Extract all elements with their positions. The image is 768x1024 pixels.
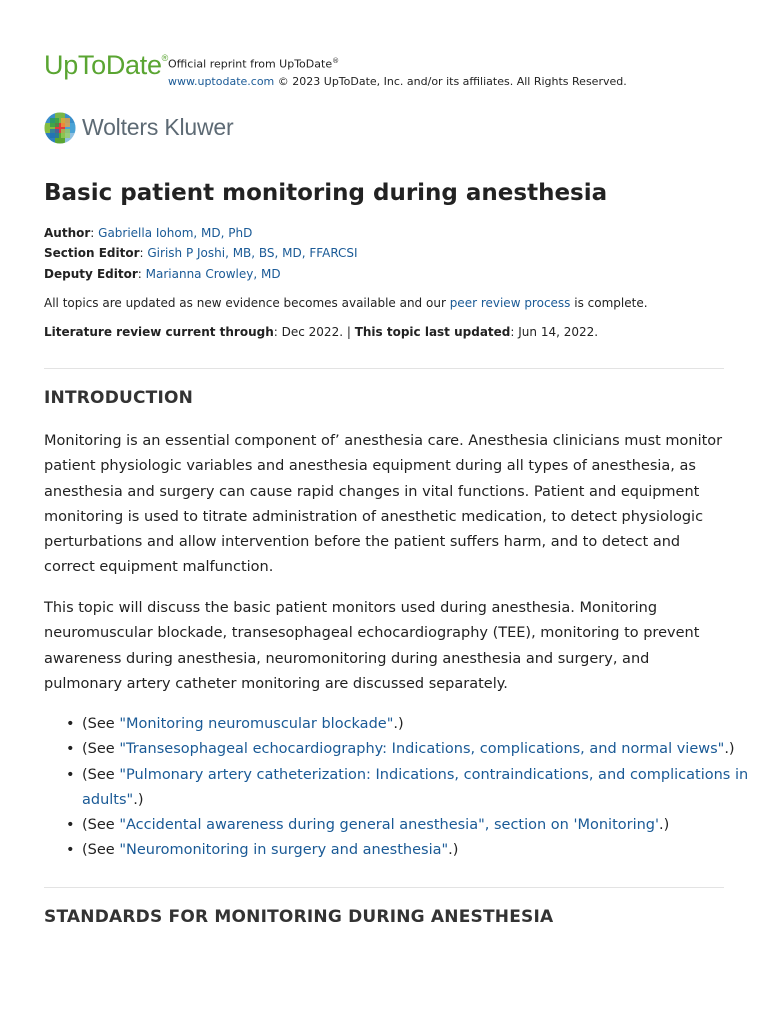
update-note-after: is complete. <box>570 296 648 310</box>
uptodate-site-link[interactable]: www.uptodate.com <box>168 74 275 88</box>
see-suffix: .) <box>393 716 404 732</box>
see-suffix: .) <box>133 791 144 808</box>
deputy-editor-link[interactable]: Marianna Crowley, MD <box>145 267 281 281</box>
see-suffix: .) <box>724 741 735 758</box>
divider <box>44 887 724 888</box>
ref-link-accidental-awareness[interactable]: "Accidental awareness during general anesthesia", section on 'Monitoring' <box>119 817 659 834</box>
uptodate-logo-text: UpToDate <box>44 50 162 80</box>
reprint-mark: ® <box>332 57 340 65</box>
divider <box>44 368 724 369</box>
intro-paragraph-2: This topic will discuss the basic patient monitors used during anesthesia. Monitoring neuromuscular blockade, transesophageal echocardiography (TEE), monitoring to prevent awareness during anesthesia, neuromonitoring during anesthesia and surgery, and pulmonary artery catheter monitoring are discussed separately. <box>44 600 700 692</box>
see-prefix: (See <box>82 741 120 758</box>
lit-review-label: Literature review current through <box>44 325 274 339</box>
wolters-kluwer-mark-icon <box>44 112 76 144</box>
wolters-kluwer-logo-text: Wolters Kluwer <box>82 114 234 140</box>
list-item: • (See "Monitoring neuromuscular blockade".) <box>66 716 404 732</box>
standards-heading: STANDARDS FOR MONITORING DURING ANESTHESIA <box>44 907 554 927</box>
see-prefix: (See <box>82 716 120 732</box>
author-link[interactable]: Gabriella Iohom, MD, PhD <box>98 226 253 240</box>
section-editor-line: Section Editor: Girish P Joshi, MB, BS, MD, FFARCSI <box>44 246 358 260</box>
deputy-editor-line: Deputy Editor: Marianna Crowley, MD <box>44 267 281 281</box>
peer-review-link[interactable]: peer review process <box>449 296 571 310</box>
reprint-notice <box>168 53 627 90</box>
review-dates <box>44 325 724 339</box>
see-suffix: .) <box>448 842 459 859</box>
introduction-heading: INTRODUCTION <box>44 388 194 408</box>
list-item: • (See "Neuromonitoring in surgery and anesthesia".) <box>66 842 459 859</box>
update-note-before: All topics are updated as new evidence becomes available and our <box>44 296 450 310</box>
see-prefix: (See <box>82 817 120 834</box>
uptodate-logo[interactable] <box>44 50 168 81</box>
uptodate-logo-mark: ® <box>161 53 169 63</box>
see-prefix: (See <box>82 766 120 783</box>
author-line: Author: Gabriella Iohom, MD, PhD <box>44 226 253 240</box>
last-updated-value: : Jun 14, 2022. <box>510 325 599 339</box>
see-also-list <box>44 712 766 864</box>
lit-review-value: : Dec 2022. | <box>273 325 355 339</box>
section-editor-label: Section Editor <box>44 246 140 260</box>
ref-link-monitoring-neuromuscular-blockade[interactable]: "Monitoring neuromuscular blockade" <box>119 716 394 732</box>
see-prefix: (See <box>82 842 120 859</box>
intro-paragraph-1: Monitoring is an essential component of’ anesthesia care. Anesthesia clinicians must monitor patient physiologic variables and anesthesia equipment during all types of anesthesia, as anesthesia and surgery can cause rapid changes in vital functions. Patient and equipment monitoring is used to titrate administration of anesthetic medication, to detect physiologic perturbations and allow intervention before the patient suffers harm, and to detect and correct equipment malfunction. <box>44 433 723 576</box>
section-editor-link[interactable]: Girish P Joshi, MB, BS, MD, FFARCSI <box>147 246 358 260</box>
last-updated-label: This topic last updated <box>354 325 511 339</box>
page-title: Basic patient monitoring during anesthesia <box>44 180 608 206</box>
deputy-editor-label: Deputy Editor <box>44 267 138 281</box>
list-item: • (See "Pulmonary artery catheterization: Indications, contraindications, and complications in adults".) <box>66 766 749 808</box>
ref-link-tee[interactable]: "Transesophageal echocardiography: Indications, complications, and normal views" <box>119 741 725 758</box>
ref-link-neuromonitoring[interactable]: "Neuromonitoring in surgery and anesthesia" <box>119 842 449 859</box>
list-item: • (See "Transesophageal echocardiography: Indications, complications, and normal views".) <box>66 741 735 758</box>
ref-link-pulmonary-artery-catheterization[interactable]: "Pulmonary artery catheterization: Indications, contraindications, and complications in adults" <box>82 766 749 808</box>
see-suffix: .) <box>659 817 670 834</box>
update-note <box>44 296 724 310</box>
page-header <box>44 50 724 90</box>
author-label: Author <box>44 226 91 240</box>
reprint-label: Official reprint from UpToDate <box>168 57 333 71</box>
copyright-text: © 2023 UpToDate, Inc. and/or its affiliates. All Rights Reserved. <box>277 74 627 88</box>
list-item: • (See "Accidental awareness during general anesthesia", section on 'Monitoring'.) <box>66 817 670 834</box>
